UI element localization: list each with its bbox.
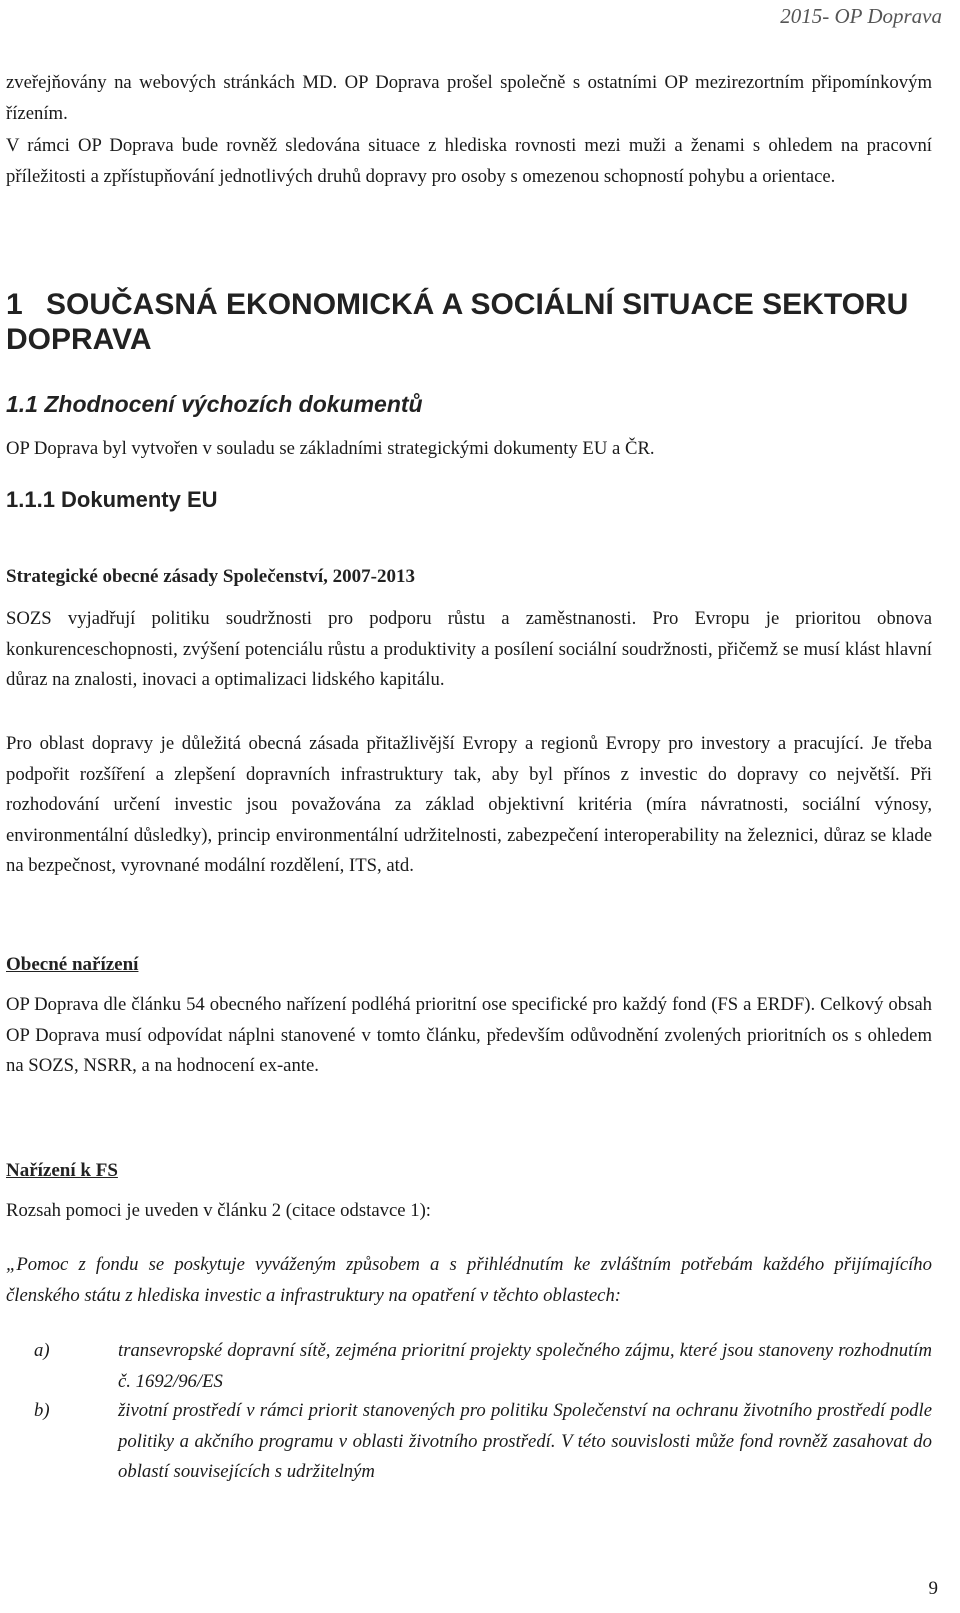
running-header: 2015- OP Doprava (780, 4, 942, 28)
section-1-1-1-heading: 1.1.1 Dokumenty EU (6, 487, 218, 512)
sozs-paragraph-1: SOZS vyjadřují politiku soudržnosti pro podporu růstu a zaměstnanosti. Pro Evropu je prioritou obnova konkurenceschopnosti, zvýšení potenciálu růstu a produktivity a posílení sociální soudržnosti, přičemž se musí klást hlavní důraz na znalosti, inovaci a optimalizaci lidského kapitálu. (6, 608, 932, 690)
narizeni-fs-paragraph: Rozsah pomoci je uveden v článku 2 (citace odstavce 1): (6, 1200, 431, 1221)
list-item-label: a) (34, 1340, 50, 1361)
section-1-1-text: OP Doprava byl vytvořen v souladu se základními strategickými dokumenty EU a ČR. (6, 438, 655, 459)
section-1-heading (6, 287, 926, 357)
intro-paragraph-2: V rámci OP Doprava bude rovněž sledována situace z hlediska rovnosti mezi muži a ženami s ohledem na pracovní příležitosti a zpřístupňování jednotlivých druhů dopravy pro osoby s omezenou schopností pohybu a orientace. (6, 135, 932, 187)
list-item-text: transevropské dopravní sítě, zejména prioritní projekty společného zájmu, které jsou stanoveny rozhodnutím č. 1692/96/ES (118, 1340, 932, 1392)
quote-paragraph: „Pomoc z fondu se poskytuje vyváženým způsobem a s přihlédnutím ke zvláštním potřebám každého přijímajícího členského státu z hlediska investic a infrastruktury na opatření v těchto oblastech: (6, 1254, 932, 1306)
narizeni-fs-heading: Nařízení k FS (6, 1160, 118, 1181)
section-1-1-heading: 1.1 Zhodnocení výchozích dokumentů (6, 391, 423, 417)
page-number: 9 (928, 1578, 938, 1599)
sozs-heading: Strategické obecné zásady Společenství, 2007-2013 (6, 566, 415, 587)
list-item-label: b) (34, 1400, 50, 1421)
intro-paragraph-1: zveřejňovány na webových stránkách MD. OP Doprava prošel společně s ostatními OP mezirezortním připomínkovým řízením. (6, 72, 932, 124)
obecne-narizeni-paragraph: OP Doprava dle článku 54 obecného nařízení podléhá prioritní ose specifické pro každý fond (FS a ERDF). Celkový obsah OP Doprava musí odpovídat náplni stanovené v tomto článku, především odůvodnění zvolených prioritních os s ohledem na SOZS, NSRR, a na hodnocení ex-ante. (6, 994, 932, 1076)
section-1-title: SOUČASNÁ EKONOMICKÁ A SOCIÁLNÍ SITUACE SEKTORU DOPRAVA (6, 288, 909, 356)
section-1-number: 1 (6, 288, 23, 321)
list-item-text: životní prostředí v rámci priorit stanovených pro politiku Společenství na ochranu životního prostředí podle politiky a akčního programu v oblasti životního prostředí. V této souvislosti může fond rovněž zasahovat do oblastí souvisejících s udržitelným (118, 1400, 932, 1482)
sozs-paragraph-2: Pro oblast dopravy je důležitá obecná zásada přitažlivější Evropy a regionů Evropy pro investory a pracující. Je třeba podpořit rozšíření a zlepšení dopravních infrastruktury tak, aby byl přínos z investic do dopravy co největší. Při rozhodování určení investic jsou považována za základ objektivní kritéria (míra návratnosti, sociální výnosy, environmentální důsledky), princip environmentální udržitelnosti, zabezpečení interoperability na železnici, důraz se klade na bezpečnost, vyrovnané modální rozdělení, ITS, atd. (6, 733, 932, 876)
obecne-narizeni-heading: Obecné nařízení (6, 954, 139, 975)
